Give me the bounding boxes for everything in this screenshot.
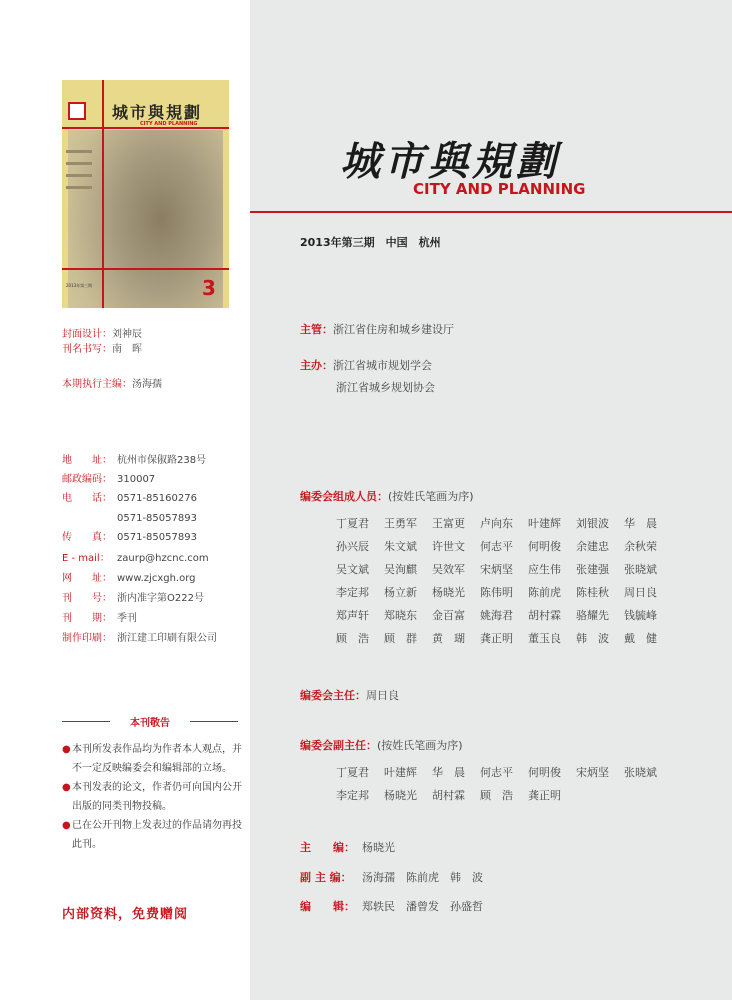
cover-logo-icon <box>68 102 86 120</box>
cover-subtitle: CITY AND PLANNING <box>140 121 198 127</box>
cover-title: 城市與規劃 <box>112 103 203 122</box>
notice-list <box>62 740 242 854</box>
committee-row: 丁夏君 王勇军 王富更 卢向东 叶建辉 刘银波 华 晨 <box>336 517 657 530</box>
credit-cover-design: 封面设计：刘神辰 <box>62 329 142 340</box>
contact-email: E - mail： zaurp@hzcnc.com <box>62 553 209 564</box>
executive-editor: 本期执行主编：汤海孺 <box>62 379 162 390</box>
free-distribution-note: 内部资料，免费赠阅 <box>61 907 188 922</box>
deputy-editor: 副 主 编： 汤海孺 陈前虎 韩 波 <box>300 871 483 884</box>
contact-printer: 制作印刷： 浙江建工印刷有限公司 <box>62 633 217 644</box>
deputy-row: 李定邦 杨晓光 胡村霖 顾 浩 龚正明 <box>336 789 561 802</box>
committee-row: 吴文斌 吴洵麒 吴效军 宋炳坚 应生伟 张建强 张晓斌 <box>336 563 657 576</box>
deputy-row: 丁夏君 叶建辉 华 晨 何志平 何明俊 宋炳坚 张晓斌 <box>336 766 657 779</box>
credit-title-calligraphy: 刊名书写：南 晖 <box>62 344 142 355</box>
director: 编委会主任：周日良 <box>300 689 399 702</box>
notice-item: ● 本刊发表的论文，作者仍可向国内公开出版的同类刊物投稿。 <box>62 782 242 812</box>
left-column <box>0 0 250 1000</box>
masthead-subtitle: CITY AND PLANNING <box>413 180 586 198</box>
chief-editor: 主 编： 杨晓光 <box>300 841 395 854</box>
masthead-title: 城市與規劃 <box>340 138 560 185</box>
masthead-divider <box>250 211 732 213</box>
committee-row: 郑声轩 郑晓东 金百富 姚海君 胡村霖 骆耀先 钱毓峰 <box>336 609 657 622</box>
contact-postcode: 邮政编码： 310007 <box>62 474 156 485</box>
contact-phone: 电 话： 0571-85160276 <box>62 493 197 504</box>
committee-row: 孙兴辰 朱文斌 许世文 何志平 何明俊 余建忠 余秋荣 <box>336 540 657 553</box>
notice-item: ● 已在公开刊物上发表过的作品请勿再投此刊。 <box>62 820 242 850</box>
notice-title: 本刊敬告 <box>62 714 238 728</box>
sponsor: 主办：浙江省城市规划学会 <box>300 359 432 372</box>
editors: 编 辑： 郑轶民 潘曾发 孙盛哲 <box>300 900 483 913</box>
contact-address: 地 址： 杭州市保俶路238号 <box>62 455 207 466</box>
deputy-grid <box>336 764 672 810</box>
contact-website: 网 址： www.zjcxgh.org <box>62 573 196 584</box>
supervisor: 主管：浙江省住房和城乡建设厅 <box>300 323 454 336</box>
notice-item: ● 本刊所发表作品均为作者本人观点，并不一定反映编委会和编辑部的立场。 <box>62 744 242 774</box>
contact-frequency: 刊 期： 季刊 <box>62 613 137 624</box>
contact-fax: 传 真： 0571-85057893 <box>62 532 197 543</box>
cover-issue-number: 3 <box>202 276 216 300</box>
contact-issn: 刊 号： 浙内准字第O222号 <box>62 593 204 604</box>
committee-heading: 编委会组成人员：(按姓氏笔画为序) <box>300 490 474 503</box>
issue-line: 2013年第三期 中国 杭州 <box>300 236 441 249</box>
committee-grid <box>336 515 672 653</box>
deputy-heading: 编委会副主任：(按姓氏笔画为序) <box>300 739 463 752</box>
committee-row: 李定邦 杨立新 杨晓光 陈伟明 陈前虎 陈桂秋 周日良 <box>336 586 657 599</box>
contact-phone-2: 0571-85057893 <box>117 513 197 524</box>
cover-year: 2013年第三期 <box>66 283 93 288</box>
committee-row: 顾 浩 顾 群 黄 瑚 龚正明 董玉良 韩 波 戴 健 <box>336 632 657 645</box>
cover-image <box>62 80 229 308</box>
sponsor-2: 浙江省城乡规划协会 <box>336 381 435 394</box>
